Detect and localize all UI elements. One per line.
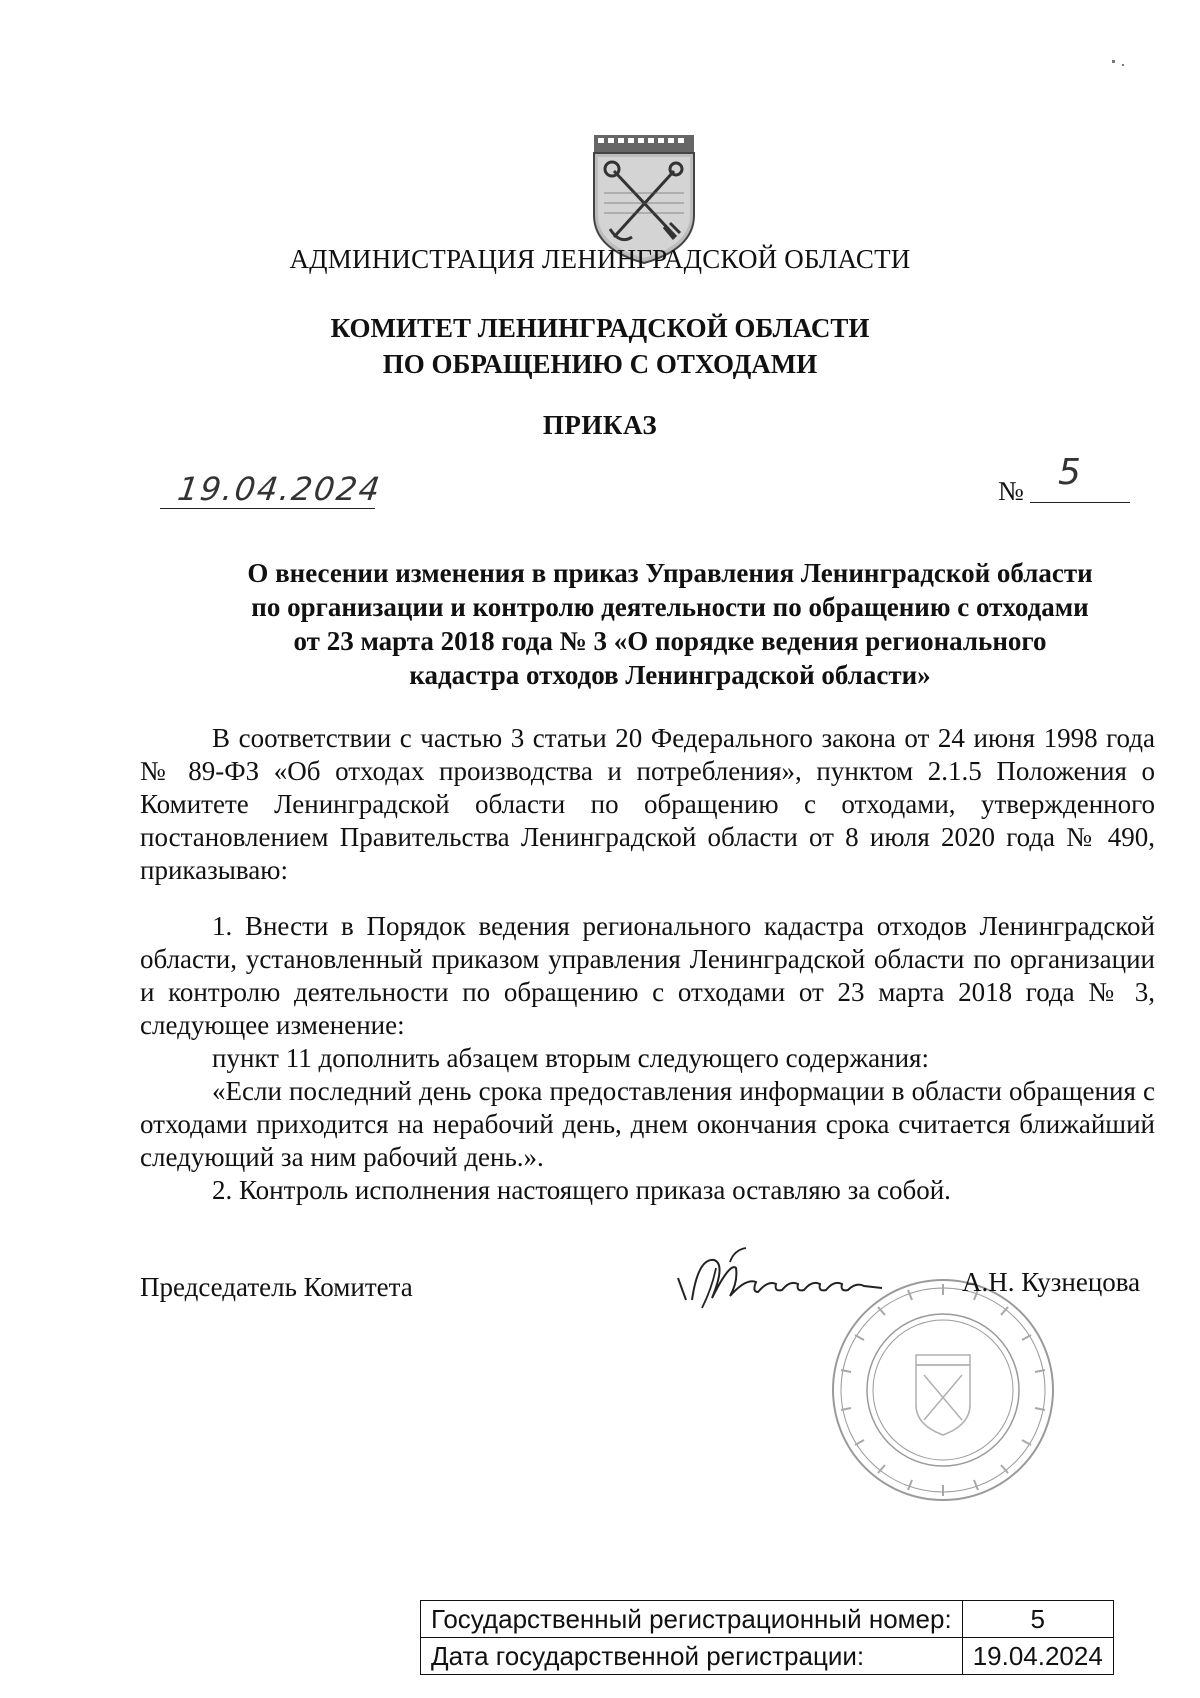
subject-line: О внесении изменения в приказ Управления Ленинградской области <box>247 558 1093 588</box>
committee-title <box>0 310 1200 382</box>
item-1: 1. Внести в Порядок ведения регионального кадастра отходов Ленинградской области, установленный приказом управления Ленинградской области по организации и контролю деятельности по обращению с отходами от 23 марта 2018 года № 3, следующее изменение: <box>140 911 1155 1040</box>
preamble-text: В соответствии с частью 3 статьи 20 Федерального закона от 24 июня 1998 года № 89-ФЗ «Об отходах производства и потребления», пунктом 2.1.5 Положения о Комитете Ленинградской области по обращению с отходами, утвержденного постановлением Правительства Ленинградской области от 8 июля 2020 года № 490, приказываю: <box>140 723 1155 885</box>
item-1-quote: «Если последний день срока предоставления информации в области обращения с отходами приходится на нерабочий день, днем окончания срока считается ближайший следующий за ним рабочий день.». <box>140 1076 1155 1172</box>
registration-table <box>420 1600 1114 1675</box>
scan-speck <box>1112 60 1115 63</box>
order-items <box>140 910 1155 1207</box>
subject-line: от 23 марта 2018 года № 3 «О порядке ведения регионального <box>293 626 1047 656</box>
signer-name: А.Н. Кузнецова <box>962 1267 1141 1297</box>
date-underline <box>160 508 375 509</box>
signer-title: Председатель Комитета <box>140 1272 413 1302</box>
scan-speck <box>1122 64 1124 66</box>
preamble-paragraph <box>140 722 1155 887</box>
subject-line: кадастра отходов Ленинградской области» <box>409 660 931 690</box>
table-row <box>421 1601 1114 1638</box>
item-2: 2. Контроль исполнения настоящего приказа оставляю за собой. <box>212 1175 951 1205</box>
registration-date-value: 19.04.2024 <box>962 1638 1113 1675</box>
table-row <box>421 1638 1114 1675</box>
registration-date-label: Дата государственной регистрации: <box>421 1638 963 1675</box>
item-1-sub: пункт 11 дополнить абзацем вторым следующего содержания: <box>212 1043 929 1073</box>
committee-title-line: КОМИТЕТ ЛЕНИНГРАДСКОЙ ОБЛАСТИ <box>330 313 870 343</box>
registration-number-label: Государственный регистрационный номер: <box>421 1601 963 1638</box>
document-type: ПРИКАЗ <box>542 410 658 440</box>
committee-title-line: ПО ОБРАЩЕНИЮ С ОТХОДАМИ <box>382 349 818 379</box>
order-number-handwritten: 5 <box>1058 452 1081 493</box>
administration-title: АДМИНИСТРАЦИЯ ЛЕНИНГРАДСКОЙ ОБЛАСТИ <box>289 244 911 274</box>
order-subject <box>200 556 1140 692</box>
subject-line: по организации и контролю деятельности по обращению с отходами <box>251 592 1089 622</box>
order-date-handwritten: 19.04.2024 <box>175 470 384 508</box>
order-number-label: № <box>998 476 1024 506</box>
registration-number-value: 5 <box>962 1601 1113 1638</box>
official-round-seal-icon <box>828 1275 1058 1505</box>
number-underline <box>1030 502 1130 503</box>
